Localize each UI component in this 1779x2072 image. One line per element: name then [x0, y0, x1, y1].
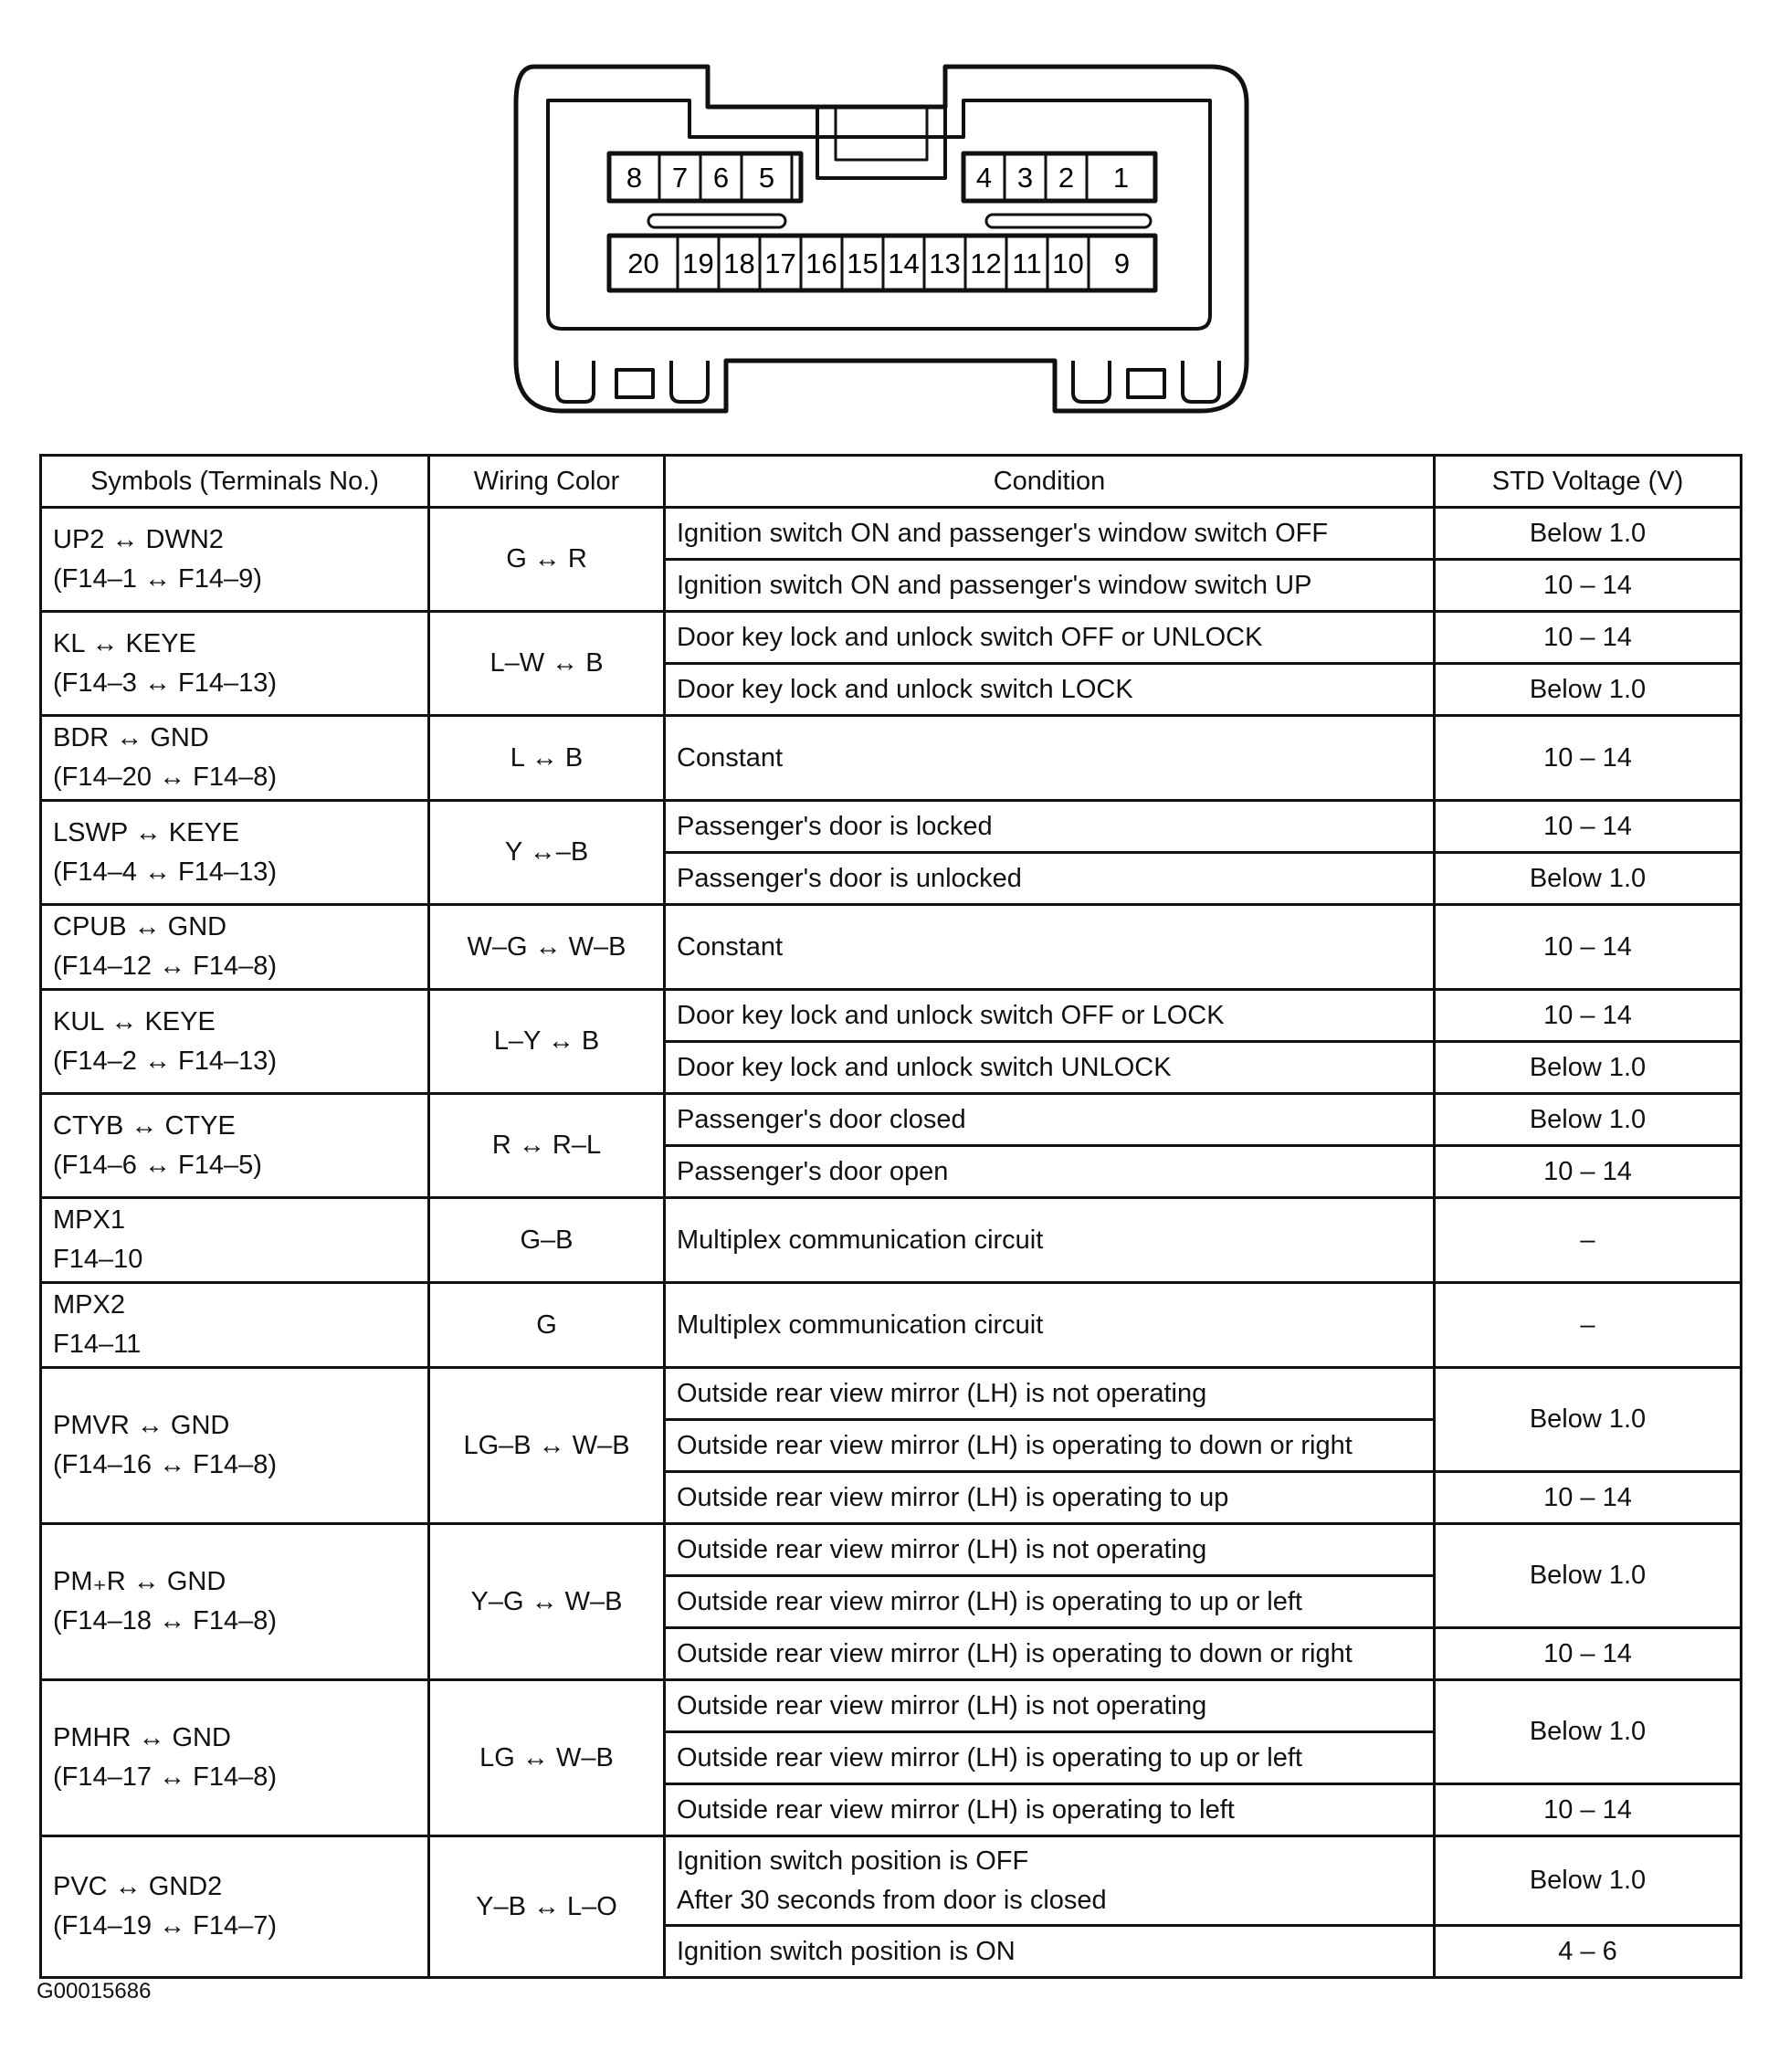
condition-cell — [665, 560, 1435, 612]
terminal-number: 11 — [1012, 247, 1042, 279]
std-voltage-cell: Below 1.0 — [1435, 853, 1742, 905]
terminal-pin — [609, 153, 659, 201]
condition-cell — [665, 1283, 1435, 1368]
symbol-name: PMHR ↔ GND — [53, 1723, 231, 1752]
terminal-pin — [963, 153, 1005, 201]
std-voltage-cell: Below 1.0 — [1435, 1524, 1742, 1628]
symbol-cell — [41, 716, 429, 801]
wiring-color-cell: G–B — [429, 1198, 665, 1283]
symbol-name: MPX2 — [53, 1290, 125, 1320]
std-voltage-cell: 10 – 14 — [1435, 1472, 1742, 1524]
symbol-cell — [41, 1680, 429, 1836]
terminal-pin — [1046, 153, 1087, 201]
symbol-cell — [41, 1368, 429, 1524]
condition-cell — [665, 1042, 1435, 1094]
terminal-pin — [1005, 153, 1046, 201]
terminal-pin — [842, 236, 883, 290]
terminal-number: 5 — [758, 162, 775, 194]
std-voltage-cell: 4 – 6 — [1435, 1926, 1742, 1978]
connector-diagram — [507, 59, 1256, 425]
condition-cell — [665, 664, 1435, 716]
condition-text: Ignition switch position is OFF — [677, 1846, 1029, 1876]
wiring-color-cell: LG ↔ W–B — [429, 1680, 665, 1836]
std-voltage-cell: – — [1435, 1198, 1742, 1283]
symbol-cell — [41, 1836, 429, 1978]
std-voltage-cell: Below 1.0 — [1435, 1368, 1742, 1472]
std-voltage-cell: 10 – 14 — [1435, 612, 1742, 664]
condition-cell — [665, 1926, 1435, 1978]
symbol-name: KL ↔ KEYE — [53, 628, 196, 658]
condition-text: Door key lock and unlock switch OFF or UNLOCK — [677, 622, 1263, 652]
condition-cell — [665, 508, 1435, 560]
table-row — [41, 990, 1742, 1042]
symbol-name: PM₊R ↔ GND — [53, 1567, 226, 1596]
condition-cell — [665, 1732, 1435, 1784]
figure-code: G00015686 — [37, 1979, 152, 2004]
condition-text: Outside rear view mirror (LH) is not operating — [677, 1690, 1207, 1720]
condition-cell — [665, 1146, 1435, 1198]
condition-cell — [665, 1524, 1435, 1576]
symbol-cell — [41, 905, 429, 990]
condition-text: Passenger's door open — [677, 1156, 949, 1186]
symbol-cell — [41, 1283, 429, 1368]
condition-text: Outside rear view mirror (LH) is operating to up or left — [677, 1742, 1302, 1772]
std-voltage-cell: 10 – 14 — [1435, 716, 1742, 801]
terminal-number: 12 — [970, 247, 1002, 279]
symbol-cell — [41, 990, 429, 1094]
header-std-voltage: STD Voltage (V) — [1435, 456, 1742, 508]
terminal-numbers: F14–11 — [53, 1330, 142, 1359]
terminal-numbers: (F14–6 ↔ F14–5) — [53, 1150, 262, 1180]
terminal-numbers: (F14–2 ↔ F14–13) — [53, 1046, 278, 1076]
terminal-number: 13 — [929, 247, 961, 279]
terminal-pin — [1047, 236, 1089, 290]
std-voltage-cell: Below 1.0 — [1435, 508, 1742, 560]
terminal-number: 19 — [682, 247, 714, 279]
condition-text: Ignition switch ON and passenger's window switch UP — [677, 570, 1312, 600]
condition-cell — [665, 853, 1435, 905]
wiring-color-cell: Y–G ↔ W–B — [429, 1524, 665, 1680]
condition-cell — [665, 1680, 1435, 1732]
terminal-number: 18 — [723, 247, 755, 279]
table-row — [41, 508, 1742, 560]
terminal-voltage-table — [39, 454, 1742, 1979]
std-voltage-cell: – — [1435, 1283, 1742, 1368]
wiring-color-cell: L ↔ B — [429, 716, 665, 801]
condition-text: Passenger's door is locked — [677, 811, 993, 841]
std-voltage-cell: 10 – 14 — [1435, 1784, 1742, 1836]
std-voltage-cell: 10 – 14 — [1435, 990, 1742, 1042]
terminal-number: 4 — [975, 162, 993, 194]
std-voltage-cell: 10 – 14 — [1435, 1628, 1742, 1680]
symbol-name: LSWP ↔ KEYE — [53, 817, 240, 847]
condition-cell — [665, 1836, 1435, 1926]
terminal-pin — [609, 236, 678, 290]
bottom-pin-row — [609, 236, 1155, 290]
condition-text: Ignition switch ON and passenger's window switch OFF — [677, 518, 1329, 548]
terminal-pin — [1087, 153, 1155, 201]
condition-cell — [665, 612, 1435, 664]
wiring-color-cell: G ↔ R — [429, 508, 665, 612]
condition-cell — [665, 1628, 1435, 1680]
wiring-color-cell: G — [429, 1283, 665, 1368]
symbol-cell — [41, 612, 429, 716]
symbol-name: KUL ↔ KEYE — [53, 1006, 216, 1036]
condition-cell — [665, 1198, 1435, 1283]
condition-text: Ignition switch position is ON — [677, 1936, 1016, 1966]
terminal-pin — [1006, 236, 1047, 290]
terminal-numbers: (F14–16 ↔ F14–8) — [53, 1450, 278, 1479]
condition-cell — [665, 801, 1435, 853]
header-wiring-color: Wiring Color — [429, 456, 665, 508]
condition-cell — [665, 1576, 1435, 1628]
terminal-numbers: (F14–4 ↔ F14–13) — [53, 857, 278, 887]
wiring-color-cell: Y–B ↔ L–O — [429, 1836, 665, 1978]
terminal-numbers: (F14–17 ↔ F14–8) — [53, 1762, 278, 1792]
terminal-pin — [659, 153, 700, 201]
header-symbols: Symbols (Terminals No.) — [41, 456, 429, 508]
condition-text: Door key lock and unlock switch UNLOCK — [677, 1052, 1172, 1082]
wiring-color-cell: LG–B ↔ W–B — [429, 1368, 665, 1524]
terminal-number: 7 — [671, 162, 689, 194]
condition-text: Outside rear view mirror (LH) is operating to left — [677, 1794, 1235, 1825]
std-voltage-cell: 10 – 14 — [1435, 905, 1742, 990]
terminal-pin — [760, 236, 801, 290]
terminal-numbers: F14–10 — [53, 1245, 143, 1274]
symbol-cell — [41, 1094, 429, 1198]
terminal-numbers: (F14–20 ↔ F14–8) — [53, 763, 278, 792]
terminal-number: 10 — [1052, 247, 1084, 279]
terminal-numbers: (F14–12 ↔ F14–8) — [53, 952, 278, 981]
table-body — [41, 508, 1742, 1978]
condition-text: Passenger's door closed — [677, 1104, 966, 1134]
terminal-number: 15 — [847, 247, 879, 279]
symbol-name: UP2 ↔ DWN2 — [53, 524, 224, 554]
condition-cell — [665, 1420, 1435, 1472]
std-voltage-cell: Below 1.0 — [1435, 1836, 1742, 1926]
table-row — [41, 1094, 1742, 1146]
table-row — [41, 716, 1742, 801]
terminal-pin — [719, 236, 760, 290]
condition-text: Constant — [677, 742, 784, 773]
wiring-color-cell: R ↔ R–L — [429, 1094, 665, 1198]
symbol-cell — [41, 801, 429, 905]
terminal-numbers: (F14–19 ↔ F14–7) — [53, 1911, 278, 1941]
condition-text: Constant — [677, 931, 784, 962]
condition-text: Outside rear view mirror (LH) is operating to down or right — [677, 1638, 1353, 1668]
condition-cell — [665, 1472, 1435, 1524]
terminal-number: 6 — [712, 162, 730, 194]
table-header-row — [41, 456, 1742, 508]
condition-text: Multiplex communication circuit — [677, 1309, 1044, 1340]
std-voltage-cell: Below 1.0 — [1435, 1094, 1742, 1146]
std-voltage-cell: Below 1.0 — [1435, 1680, 1742, 1784]
symbol-name: CTYB ↔ CTYE — [53, 1110, 236, 1141]
terminal-pin — [678, 236, 719, 290]
condition-text: Door key lock and unlock switch OFF or LOCK — [677, 1000, 1225, 1030]
terminal-pin — [801, 236, 842, 290]
symbol-name: PMVR ↔ GND — [53, 1411, 230, 1440]
terminal-number: 3 — [1016, 162, 1034, 194]
terminal-number: 16 — [805, 247, 837, 279]
header-condition: Condition — [665, 456, 1435, 508]
table-row — [41, 1198, 1742, 1283]
table-row — [41, 801, 1742, 853]
symbol-name: MPX1 — [53, 1205, 125, 1235]
table-row — [41, 1524, 1742, 1576]
condition-text: Passenger's door is unlocked — [677, 863, 1022, 893]
condition-text: Door key lock and unlock switch LOCK — [677, 674, 1133, 704]
condition-cell — [665, 905, 1435, 990]
std-voltage-cell: 10 – 14 — [1435, 1146, 1742, 1198]
condition-cell — [665, 1094, 1435, 1146]
wiring-color-cell: Y ↔–B — [429, 801, 665, 905]
std-voltage-cell: 10 – 14 — [1435, 560, 1742, 612]
condition-text-2: After 30 seconds from door is closed — [677, 1885, 1107, 1915]
condition-cell — [665, 1368, 1435, 1420]
terminal-pin — [924, 236, 965, 290]
condition-text: Outside rear view mirror (LH) is not operating — [677, 1378, 1207, 1408]
symbol-cell — [41, 1198, 429, 1283]
condition-text: Outside rear view mirror (LH) is operating to down or right — [677, 1430, 1353, 1460]
table-row — [41, 905, 1742, 990]
terminal-number: 20 — [627, 247, 659, 279]
condition-text: Multiplex communication circuit — [677, 1225, 1044, 1255]
table-row — [41, 1836, 1742, 1926]
wiring-color-cell: L–Y ↔ B — [429, 990, 665, 1094]
symbol-cell — [41, 508, 429, 612]
terminal-pin — [700, 153, 742, 201]
condition-text: Outside rear view mirror (LH) is not operating — [677, 1534, 1207, 1564]
table-row — [41, 1283, 1742, 1368]
symbol-cell — [41, 1524, 429, 1680]
table-row — [41, 612, 1742, 664]
terminal-pin — [742, 153, 792, 201]
symbol-name: PVC ↔ GND2 — [53, 1872, 223, 1901]
condition-text: Outside rear view mirror (LH) is operating to up — [677, 1482, 1229, 1512]
terminal-number: 14 — [888, 247, 920, 279]
condition-text: Outside rear view mirror (LH) is operating to up or left — [677, 1586, 1302, 1616]
symbol-name: BDR ↔ GND — [53, 723, 209, 752]
wiring-color-cell: L–W ↔ B — [429, 612, 665, 716]
terminal-number: 2 — [1058, 162, 1075, 194]
condition-cell — [665, 990, 1435, 1042]
terminal-numbers: (F14–3 ↔ F14–13) — [53, 668, 278, 698]
terminal-number: 17 — [764, 247, 796, 279]
terminal-pin — [1089, 236, 1155, 290]
std-voltage-cell: 10 – 14 — [1435, 801, 1742, 853]
terminal-pin — [883, 236, 924, 290]
terminal-number: 1 — [1112, 162, 1130, 194]
terminal-numbers: (F14–1 ↔ F14–9) — [53, 563, 262, 594]
std-voltage-cell: Below 1.0 — [1435, 1042, 1742, 1094]
terminal-number: 8 — [626, 162, 643, 194]
table-row — [41, 1368, 1742, 1420]
terminal-pin — [965, 236, 1006, 290]
terminal-numbers: (F14–18 ↔ F14–8) — [53, 1606, 278, 1636]
symbol-name: CPUB ↔ GND — [53, 912, 227, 941]
table-row — [41, 1680, 1742, 1732]
terminal-number: 9 — [1113, 247, 1131, 279]
wiring-color-cell: W–G ↔ W–B — [429, 905, 665, 990]
condition-cell — [665, 1784, 1435, 1836]
condition-cell — [665, 716, 1435, 801]
std-voltage-cell: Below 1.0 — [1435, 664, 1742, 716]
